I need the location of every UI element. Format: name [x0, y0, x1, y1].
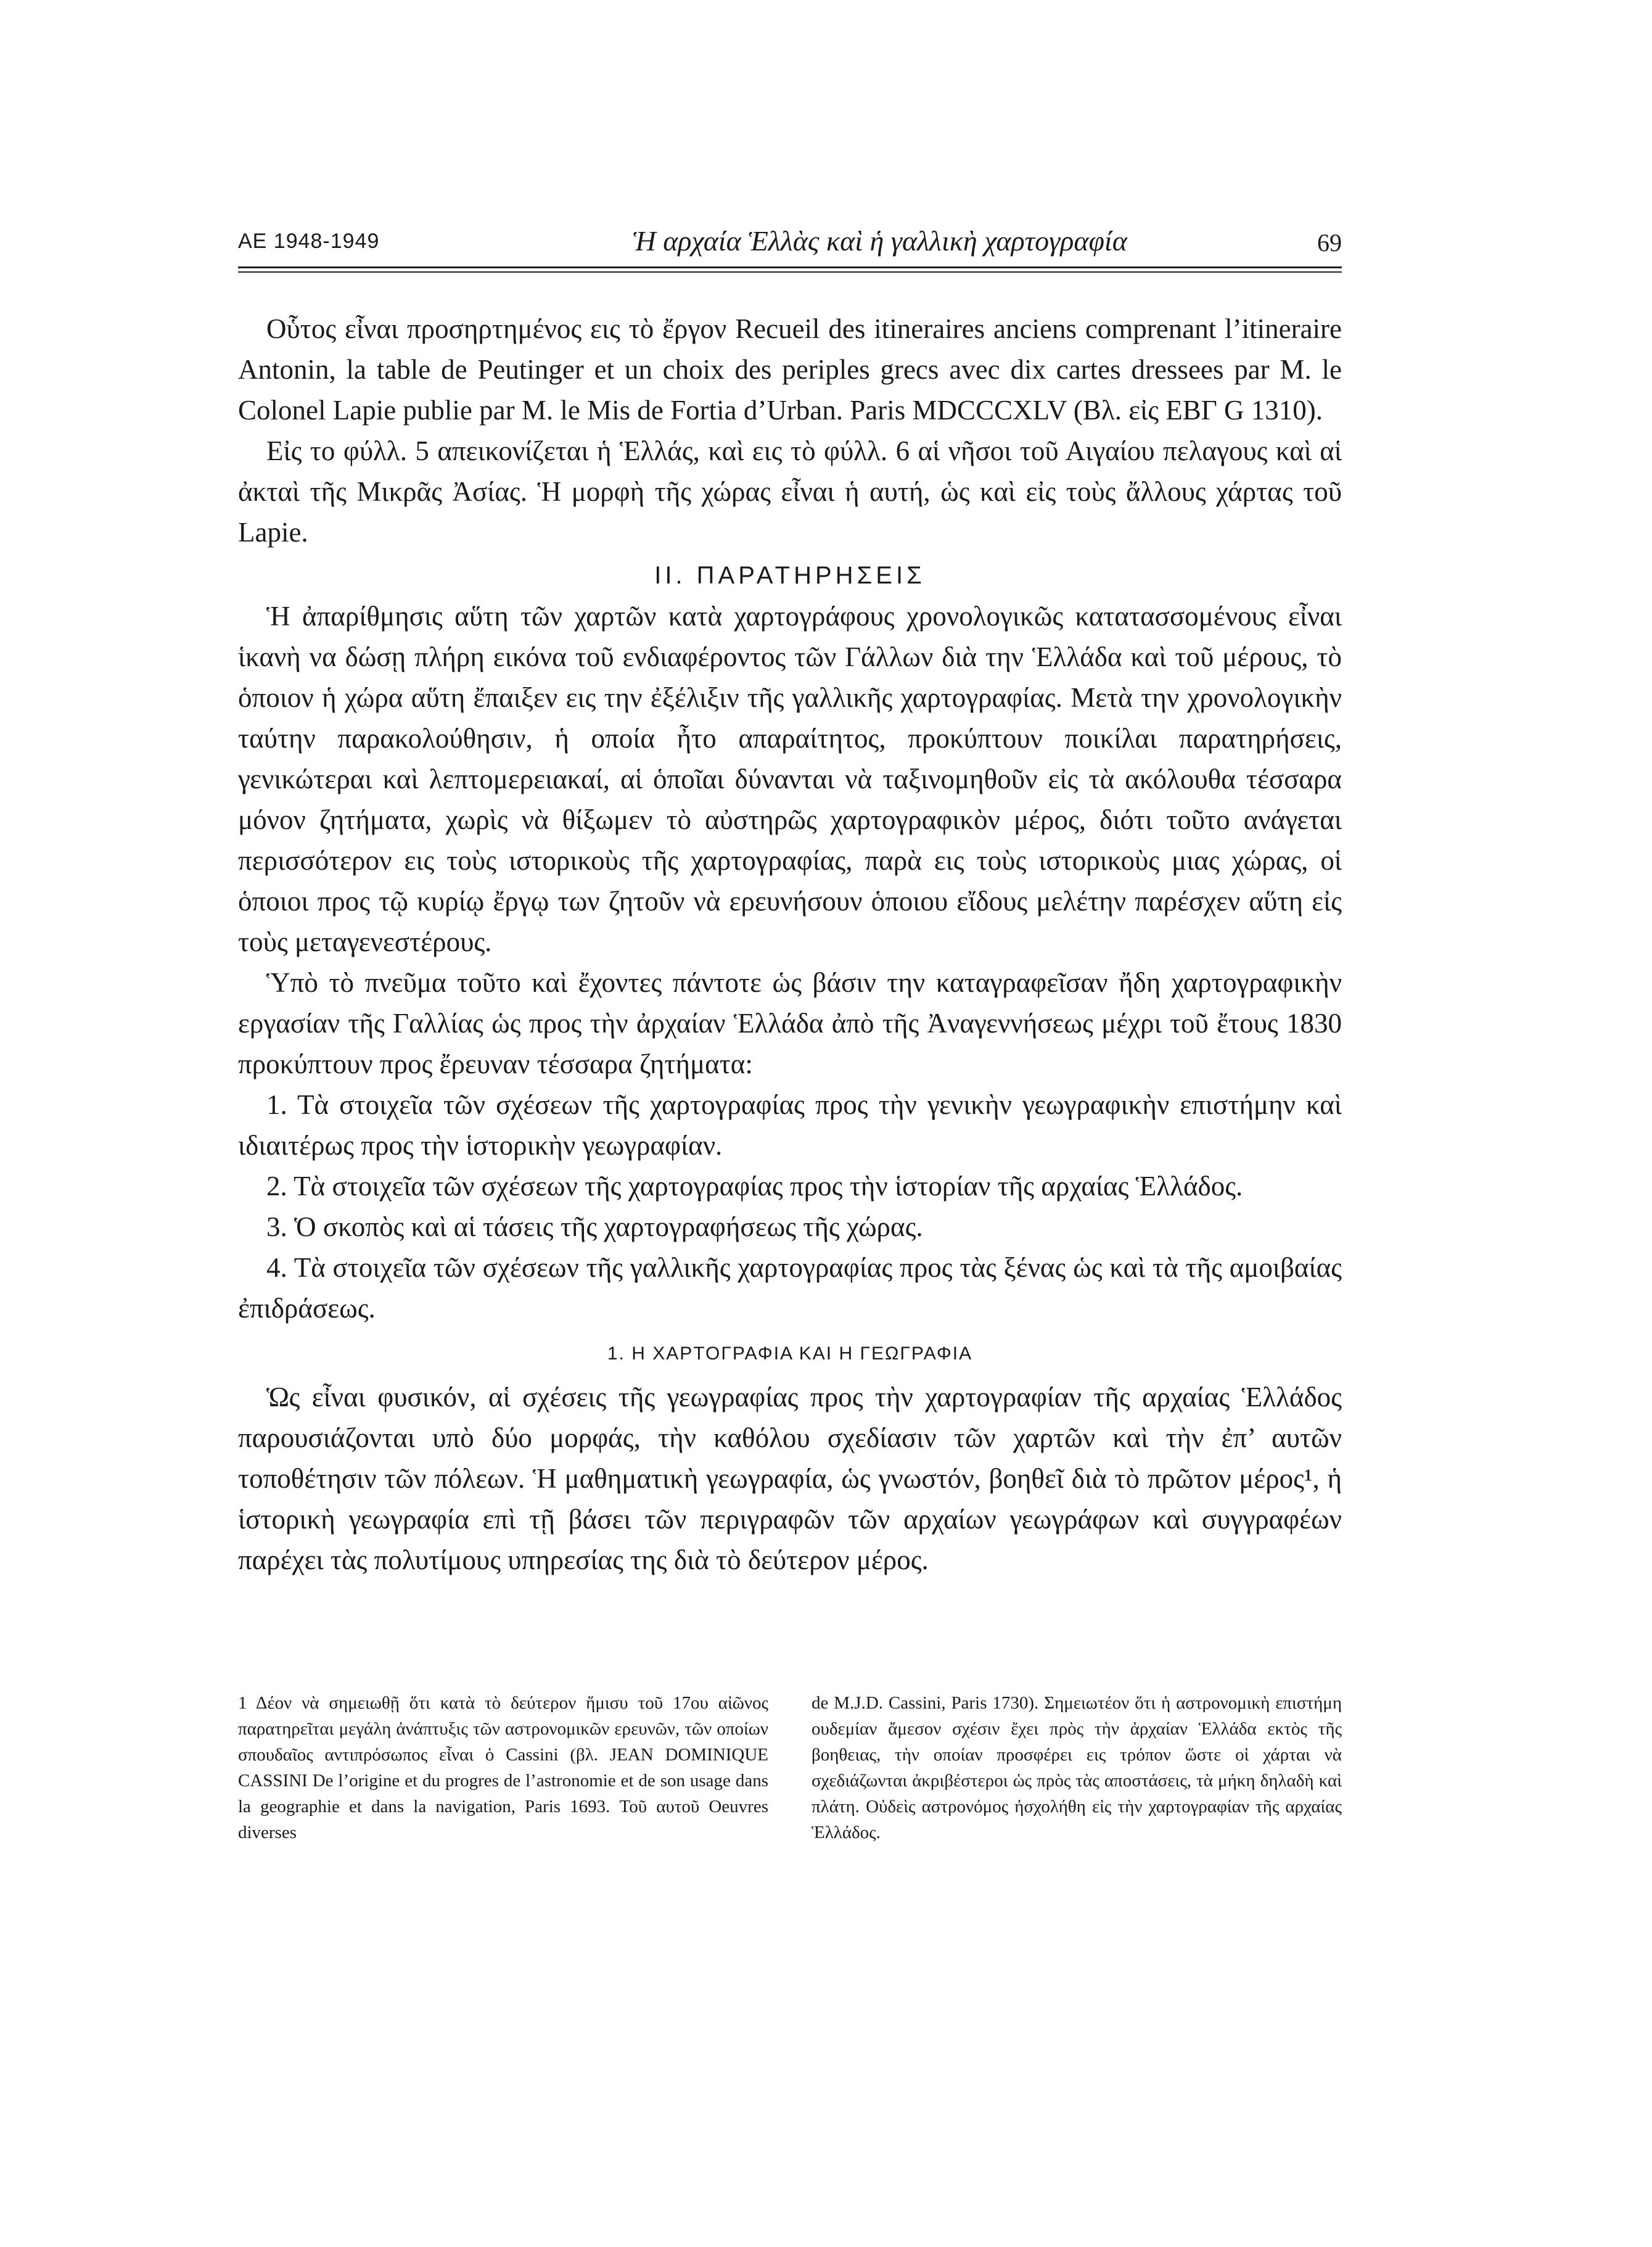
subsection-heading: 1. Η ΧΑΡΤΟΓΡΑΦΙΑ ΚΑΙ Η ΓΕΩΓΡΑΦΙΑ — [607, 1343, 973, 1364]
page-number: 69 — [1317, 229, 1342, 257]
header-rule-bottom — [238, 271, 1342, 273]
list-item: 3. Ὁ σκοπὸς καὶ αἱ τάσεις τῆς χαρτογραφήσεως τῆς χώρας. — [266, 1211, 923, 1242]
running-header — [238, 225, 1342, 268]
main-text — [238, 308, 1342, 1580]
footnote-text: 1 Δέον νὰ σημειωθῇ ὅτι κατὰ τὸ δεύτερον ἥμισυ τοῦ 17ου αἰῶνος παρατηρεῖται μεγάλη ἀνάπτυξις τῶν αστρονομικῶν ερευνῶν, τῶν οποίων σπουδαῖος αντιπρόσωπος εἶναι ὁ Cassini (βλ. JEAN DOMINIQUE CASSINI De l’origine et du progres de l’astronomie et de son usage dans la geographie et dans la navigation, Paris 1693. Τοῦ αυτοῦ Oeuvres diverses — [238, 1693, 768, 1842]
list-item: 2. Τὰ στοιχεῖα τῶν σχέσεων τῆς χαρτογραφίας προς τὴν ἱστορίαν τῆς αρχαίας Ἑλλάδος. — [266, 1171, 1243, 1202]
intro-paragraph: Εἰς το φύλλ. 5 απεικονίζεται ἡ Ἑλλάς, καὶ εις τὸ φύλλ. 6 αἱ νῆσοι τοῦ Αιγαίου πελαγους καὶ αἱ ἀκταὶ τῆς Μικρᾶς Ἀσίας. Ἡ μορφὴ τῆς χώρας εἶναι ἡ αυτή, ὡς καὶ εἰς τοὺς ἄλλους χάρτας τοῦ Lapie. — [238, 435, 1342, 548]
header-rule-top — [238, 266, 1342, 268]
list-item: 1. Τὰ στοιχεῖα τῶν σχέσεων τῆς χαρτογραφίας προς τὴν γενικὴν γεωγραφικὴν επιστήμην καὶ ιδιαιτέρως προς τὴν ἱστορικὴν γεωγραφίαν. — [238, 1089, 1342, 1161]
footnote-column-left — [238, 1690, 768, 1845]
footnote-column-right — [812, 1690, 1342, 1845]
journal-label: ΑΕ 1948-1949 — [238, 229, 380, 253]
section-heading: II. ΠΑΡΑΤΗΡΗΣΕΙΣ — [654, 562, 926, 589]
footnote-text: de M.J.D. Cassini, Paris 1730). Σημειωτέον ὅτι ἡ αστρονομικὴ επιστήμη ουδεμίαν ἄμεσον σχέσιν ἔχει πρὸς τὴν ἀρχαίαν Ἑλλάδα εκτὸς τῆς βοηθειας, τὴν οποίαν προσφέρει εις τρόπον ὥστε οἱ χάρται νὰ σχεδιάζωνται ἀκριβέστεροι ὡς πρὸς τὰς αποστάσεις, τὰ μήκη δηλαδὴ καὶ πλάτη. Οὐδεὶς αστρονόμος ἠσχολήθη εἰς τὴν χαρτογραφίαν τῆς αρχαίας Ἑλλάδος. — [812, 1693, 1342, 1842]
footnotes — [238, 1690, 1342, 1845]
running-title: Ἡ αρχαία Ἑλλὰς καὶ ἡ γαλλικὴ χαρτογραφία — [633, 225, 1127, 257]
intro-paragraph: Οὗτος εἶναι προσηρτημένος εις τὸ ἔργον Recueil des itineraires anciens comprenant l’itineraire Antonin, la table de Peutinger et un choix des periples grecs avec dix cartes dressees par M. le Colonel Lapie publie par M. le Mis de Fortia d’Urban. Paris MDCCCXLV (Βλ. εἰς ΕΒΓ G 1310). — [238, 313, 1342, 426]
body-paragraph: Ὡς εἶναι φυσικόν, αἱ σχέσεις τῆς γεωγραφίας προς τὴν χαρτογραφίαν τῆς αρχαίας Ἑλλάδος παρουσιάζονται υπὸ δύο μορφάς, τὴν καθόλου σχεδίασιν τῶν χαρτῶν καὶ τὴν ἐπ’ αυτῶν τοποθέτησιν τῶν πόλεων. Ἡ μαθηματικὴ γεωγραφία, ὡς γνωστόν, βοηθεῖ διὰ τὸ πρῶτον μέρος¹, ἡ ἱστορικὴ γεωγραφία επὶ τῇ βάσει τῶν περιγραφῶν τῶν αρχαίων γεωγράφων καὶ συγγραφέων παρέχει τὰς πολυτίμους υπηρεσίας της διὰ τὸ δεύτερον μέρος. — [238, 1382, 1342, 1575]
list-item: 4. Τὰ στοιχεῖα τῶν σχέσεων τῆς γαλλικῆς χαρτογραφίας προς τὰς ξένας ὡς καὶ τὰ τῆς αμοιβαίας ἐπιδράσεως. — [238, 1252, 1342, 1324]
body-paragraph: Ὑπὸ τὸ πνεῦμα τοῦτο καὶ ἔχοντες πάντοτε ὡς βάσιν την καταγραφεῖσαν ἤδη χαρτογραφικὴν εργασίαν τῆς Γαλλίας ὡς προς τὴν ἀρχαίαν Ἑλλάδα ἀπὸ τῆς Ἀναγεννήσεως μέχρι τοῦ ἔτους 1830 προκύπτουν προς ἔρευναν τέσσαρα ζητήματα: — [238, 967, 1342, 1079]
body-paragraph: Ἡ ἀπαρίθμησις αὕτη τῶν χαρτῶν κατὰ χαρτογράφους χρονολογικῶς κατατασσομένους εἶναι ἱκανὴ να δώσῃ πλήρη εικόνα τοῦ ενδιαφέροντος τῶν Γάλλων διὰ την Ἑλλάδα καὶ τοῦ μέρους, τὸ ὁποιον ἡ χώρα αὕτη ἔπαιξεν εις την ἐξέλιξιν τῆς γαλλικῆς χαρτογραφίας. Μετὰ την χρονολογικὴν ταύτην παρακολούθησιν, ἡ οποία ἦτο απαραίτητος, προκύπτουν ποικίλαι παρατηρήσεις, γενικώτεραι καὶ λεπτομερειακαί, αἱ ὁποῖαι δύνανται νὰ ταξινομηθοῦν εἰς τὰ ακόλουθα τέσσαρα μόνον ζητήματα, χωρὶς νὰ θίξωμεν τὸ αὐστηρῶς χαρτογραφικὸν μέρος, διότι τοῦτο ανάγεται περισσότερον εις τοὺς ιστορικοὺς τῆς χαρτογραφίας, παρὰ εις τοὺς ιστορικοὺς μιας χώρας, οἱ ὁποιοι προς τῷ κυρίῳ ἔργῳ των ζητοῦν νὰ ερευνήσουν ὁποιου εἴδους μελέτην παρέσχεν αὕτη εἰς τοὺς μεταγενεστέρους. — [238, 601, 1342, 957]
